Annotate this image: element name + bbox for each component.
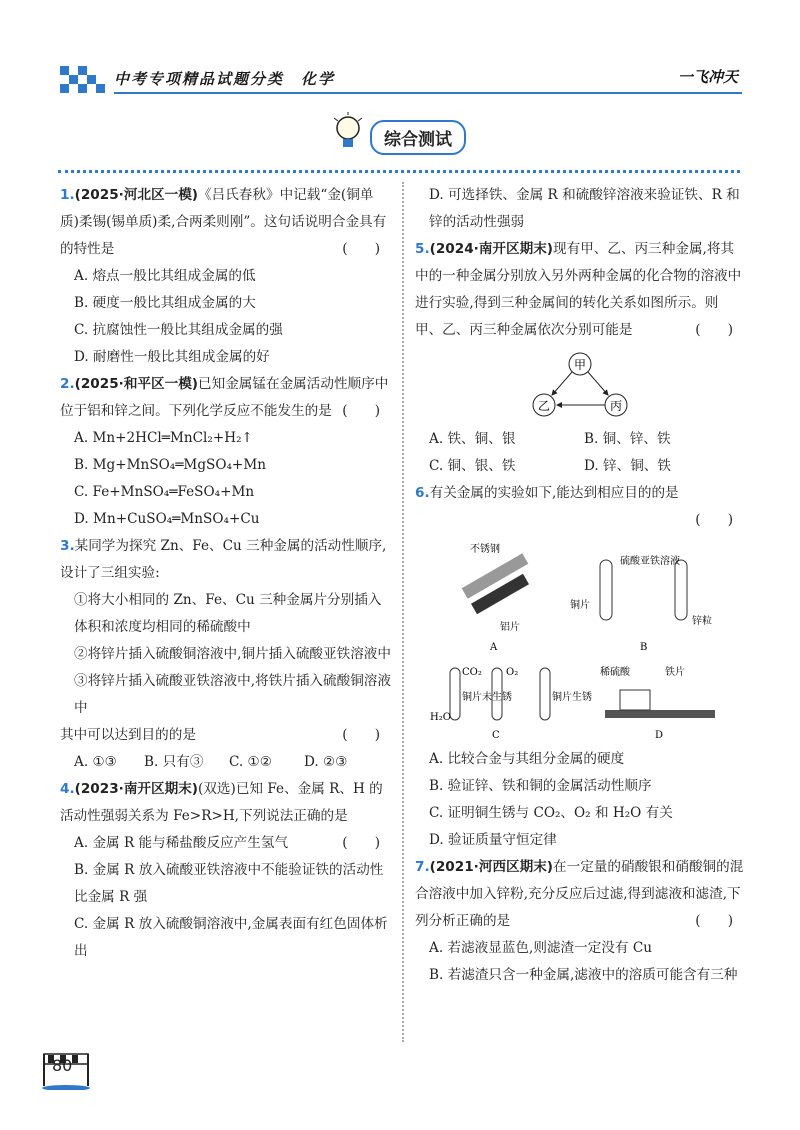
lightbulb-icon [330, 112, 366, 156]
q4-option-b: B. 金属 R 放入硫酸亚铁溶液中不能验证铁的活动性比金属 R 强 [74, 862, 384, 905]
header-rule [114, 92, 742, 94]
q1-option-b: B. 硬度一般比其组成金属的大 [74, 295, 256, 311]
section-banner [330, 112, 480, 156]
page-header [60, 64, 750, 96]
label-cu: 铜片 [570, 600, 590, 611]
beaker-d [620, 690, 650, 710]
q6-option-d: D. 验证质量守恒定律 [429, 832, 557, 848]
q7-paren: ( ) [695, 913, 733, 929]
node-bing: 丙 [609, 399, 623, 413]
label-zn: 锌粒 [692, 616, 712, 627]
q2-option-c: C. Fe+MnSO₄═FeSO₄+Mn [74, 484, 255, 500]
q2-paren: ( ) [342, 403, 380, 419]
q4-option-a: A. 金属 R 能与稀盐酸反应产生氢气 [74, 835, 289, 851]
q1-text: 《吕氏春秋》中记载“金(铜单质)柔锡(锡单质)柔,合两柔则刚”。这句话说明合金具有的特性是 [60, 187, 387, 257]
q1-source: (2025·河北区一模) [74, 187, 199, 203]
q6-experiment-figure [430, 540, 730, 740]
question-1 [60, 182, 392, 371]
balance-base [605, 710, 715, 718]
label-stainless: 不锈钢 [470, 544, 500, 555]
q3-number: 3. [60, 538, 75, 554]
q4-option-c: C. 金属 R 放入硫酸铜溶液中,金属表面有红色固体析出 [74, 916, 388, 959]
q5-transform-diagram [520, 350, 640, 420]
q2-source: (2025·和平区一模) [74, 376, 199, 392]
question-6 [415, 480, 745, 854]
header-decor [60, 66, 106, 94]
node-yi: 乙 [537, 399, 551, 413]
q1-option-a: A. 熔点一般比其组成金属的低 [74, 268, 256, 284]
right-column [415, 182, 745, 989]
q2-option-b: B. Mg+MnSO₄═MgSO₄+Mn [74, 457, 266, 473]
label-h2so4: 稀硫酸 [600, 667, 630, 678]
test-tube-b2 [675, 560, 687, 620]
q3-option-d: D. ②③ [304, 754, 348, 770]
q1-paren: ( ) [342, 241, 380, 257]
q6-option-b: B. 验证锌、铁和铜的金属活动性顺序 [429, 778, 652, 794]
label-fe: 铁片 [665, 667, 685, 678]
q5-option-d: D. 锌、铜、铁 [584, 458, 672, 474]
q7-text: 在一定量的硝酸银和硝酸铜的混合溶液中加入锌粉,充分反应后过滤,得到滤液和滤渣,下列分析正确的是 [415, 859, 744, 929]
label-al: 铝片 [500, 622, 520, 633]
q3-text: 某同学为探究 Zn、Fe、Cu 三种金属的活动性顺序,设计了三组实验: [60, 538, 387, 581]
q3-item-1: ①将大小相同的 Zn、Fe、Cu 三种金属片分别插入体积和浓度均相同的稀硫酸中 [74, 592, 382, 635]
brand-logo: 一飞冲天 [677, 68, 738, 86]
q4-text: (双选)已知 Fe、金属 R、H 的活动性强弱关系为 Fe>R>H,下列说法正确的是 [60, 781, 383, 824]
question-3 [60, 533, 392, 776]
label-rusted: 铜片生锈 [552, 692, 592, 703]
q3-options [60, 749, 392, 776]
question-2 [60, 371, 392, 533]
q1-number: 1. [60, 187, 75, 203]
label-b: B [640, 642, 648, 653]
label-a: A [490, 642, 498, 653]
test-tube-c3 [540, 668, 550, 720]
q7-option-b: B. 若滤渣只含一种金属,滤液中的溶质可能含有三种 [429, 967, 738, 983]
q3-paren: ( ) [342, 727, 380, 743]
node-jia: 甲 [573, 358, 587, 372]
label-d: D [655, 730, 664, 740]
q2-text: 已知金属锰在金属活动性顺序中位于铝和锌之间。下列化学反应不能发生的是 [60, 376, 389, 419]
q7-option-a: A. 若滤液显蓝色,则滤渣一定没有 Cu [429, 940, 652, 956]
q6-option-c: C. 证明铜生锈与 CO₂、O₂ 和 H₂O 有关 [429, 805, 673, 821]
page-number: 80 [52, 1056, 73, 1075]
q3-option-a: A. ①③ [74, 754, 117, 770]
q5-paren: ( ) [695, 322, 733, 338]
left-column [60, 182, 392, 965]
q7-number: 7. [415, 859, 430, 875]
q5-option-c: C. 铜、银、铁 [429, 458, 516, 474]
test-tube-c1 [450, 668, 460, 720]
dotted-divider [58, 170, 740, 173]
q3-item-2: ②将锌片插入硫酸铜溶液中,铜片插入硫酸亚铁溶液中 [74, 646, 391, 662]
q1-option-c: C. 抗腐蚀性一般比其组成金属的强 [74, 322, 283, 338]
label-h2o: H₂O [430, 712, 451, 723]
label-not-rusted: 铜片未生锈 [462, 692, 512, 703]
q4-number: 4. [60, 781, 75, 797]
q3-ask: 其中可以达到目的的是 [60, 727, 196, 743]
q3-option-b: B. 只有③ [144, 754, 204, 770]
book-title: 中考专项精品试题分类 化学 [114, 70, 336, 88]
q2-number: 2. [60, 376, 75, 392]
q5-number: 5. [415, 241, 430, 257]
q4-option-d: D. 可选择铁、金属 R 和硫酸锌溶液来验证铁、R 和锌的活动性强弱 [429, 187, 740, 230]
q2-option-a: A. Mn+2HCl═MnCl₂+H₂↑ [74, 430, 253, 446]
q2-option-d: D. Mn+CuSO₄═MnSO₄+Cu [74, 511, 260, 527]
question-7 [415, 854, 745, 989]
question-5 [415, 236, 745, 480]
q6-number: 6. [415, 485, 430, 501]
label-feso4: 硫酸亚铁溶液 [620, 556, 680, 567]
label-co2: CO₂ [462, 667, 482, 678]
q5-option-b: B. 铜、锌、铁 [584, 431, 671, 447]
column-divider [402, 182, 404, 1042]
q6-option-a: A. 比较合金与其组分金属的硬度 [429, 751, 625, 767]
q5-option-a: A. 铁、铜、银 [429, 431, 516, 447]
label-c: C [492, 730, 500, 740]
q7-source: (2021·河西区期末) [429, 859, 554, 875]
q6-text: 有关金属的实验如下,能达到相应目的的是 [429, 485, 679, 501]
q6-paren: ( ) [695, 512, 733, 528]
q5-options [415, 426, 745, 480]
q1-option-d: D. 耐磨性一般比其组成金属的好 [74, 349, 270, 365]
question-4 [60, 776, 392, 965]
q3-item-3: ③将锌片插入硫酸亚铁溶液中,将铁片插入硫酸铜溶液中 [74, 673, 391, 716]
q4-paren: ( ) [342, 835, 380, 851]
q4-source: (2023·南开区期末) [74, 781, 199, 797]
q5-source: (2024·南开区期末) [429, 241, 554, 257]
test-tube-b1 [600, 560, 612, 620]
label-o2: O₂ [506, 667, 519, 678]
section-title: 综合测试 [370, 120, 466, 155]
q3-option-c: C. ①② [229, 754, 272, 770]
q5-text: 现有甲、乙、丙三种金属,将其中的一种金属分别放入另外两种金属的化合物的溶液中进行实验,得到三种金属间的转化关系如图所示。则甲、乙、丙三种金属依次分别可能是 [415, 241, 742, 338]
